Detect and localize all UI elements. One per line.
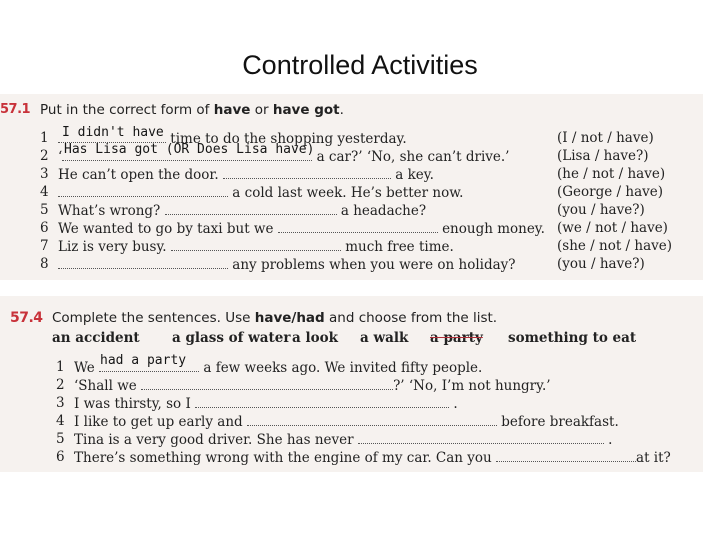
item-text: ‘ — [58, 149, 63, 165]
exercise-instruction: Complete the sentences. Use have/had and choose from the list. — [52, 310, 498, 326]
item-text: We — [74, 360, 95, 376]
item-text: Liz is very busy. — [58, 239, 167, 255]
item-text: a few weeks ago. We invited fifty people. — [203, 360, 483, 376]
item-text: before breakfast. — [501, 414, 619, 430]
answer-blank[interactable] — [195, 395, 449, 408]
item-text: much free time. — [345, 239, 454, 255]
exercise-number: 57.4 — [10, 310, 43, 326]
item-hint: (George / have) — [557, 184, 664, 200]
exercise-item — [56, 353, 696, 377]
exercise-item — [56, 449, 696, 467]
choice-item: a look — [292, 330, 338, 346]
item-text: What’s wrong? — [58, 203, 161, 219]
handwritten-answer: I didn't have — [62, 125, 164, 140]
answer-blank[interactable] — [171, 238, 341, 251]
item-number: 1 — [40, 130, 49, 146]
item-number: 8 — [40, 256, 49, 272]
item-number: 4 — [40, 184, 49, 200]
item-number: 5 — [56, 431, 65, 447]
item-number: 3 — [56, 395, 65, 411]
item-number: 4 — [56, 413, 65, 429]
answer-blank[interactable] — [496, 449, 636, 462]
exercise-item — [56, 413, 696, 431]
choice-item: an accident — [52, 330, 140, 346]
item-hint: (he / not / have) — [557, 166, 666, 182]
item-text: a car?’ ‘No, she can’t drive.’ — [316, 149, 510, 165]
item-hint: (Lisa / have?) — [557, 148, 649, 164]
item-text: He can’t open the door. — [58, 167, 219, 183]
choice-item: a glass of water — [172, 330, 291, 346]
exercise-57-4-scan — [0, 296, 703, 472]
exercise-item — [40, 220, 700, 238]
item-text: Tina is a very good driver. She has never — [74, 432, 354, 448]
item-text: a cold last week. He’s better now. — [232, 185, 464, 201]
exercise-item — [40, 142, 700, 166]
exercise-item — [40, 238, 700, 256]
exercise-item — [40, 256, 700, 274]
item-hint: (we / not / have) — [557, 220, 668, 236]
item-text: at it? — [636, 450, 671, 466]
exercise-item — [56, 377, 696, 395]
item-text: There’s something wrong with the engine of my car. Can you — [74, 450, 492, 466]
item-text: time to do the shopping yesterday. — [170, 131, 407, 147]
exercise-item — [40, 202, 700, 220]
item-text: enough money. — [442, 221, 545, 237]
answer-blank[interactable] — [278, 220, 438, 233]
exercise-item — [40, 184, 700, 202]
item-number: 6 — [56, 449, 65, 465]
item-hint: (she / not / have) — [557, 238, 673, 254]
answer-blank[interactable] — [247, 413, 497, 426]
handwritten-answer: had a party — [100, 353, 187, 368]
answer-blank[interactable] — [58, 256, 228, 269]
item-text: ‘Shall we — [74, 378, 137, 394]
item-hint: (you / have?) — [557, 202, 645, 218]
exercise-number: 57.1 — [0, 102, 31, 117]
exercise-item — [56, 431, 696, 449]
item-text: ?’ ‘No, I’m not hungry.’ — [393, 378, 551, 394]
slide-title: Controlled Activities — [242, 50, 478, 80]
answer-blank[interactable] — [58, 184, 228, 197]
item-number: 2 — [56, 377, 65, 393]
answer-blank[interactable] — [141, 377, 393, 390]
answer-blank[interactable] — [358, 431, 604, 444]
item-number: 6 — [40, 220, 49, 236]
exercise-item — [56, 395, 696, 413]
handwritten-answer: Has Lisa got (OR Does Lisa have) — [64, 142, 315, 157]
item-number: 2 — [40, 148, 49, 164]
choice-item: a walk — [360, 330, 409, 346]
item-text: a key. — [395, 167, 434, 183]
exercise-item — [40, 166, 700, 184]
answer-blank[interactable] — [223, 166, 391, 179]
item-text: any problems when you were on holiday? — [232, 257, 516, 273]
item-text: a headache? — [340, 203, 427, 219]
choice-item-used: a party — [430, 330, 483, 346]
item-text: We wanted to go by taxi but we — [58, 221, 274, 237]
item-number: 7 — [40, 238, 49, 254]
choice-item: something to eat — [508, 330, 637, 346]
answer-blank[interactable] — [165, 202, 337, 215]
item-text: . — [608, 432, 613, 448]
exercise-57-1-scan — [0, 94, 703, 280]
item-number: 5 — [40, 202, 49, 218]
item-hint: (I / not / have) — [557, 130, 654, 146]
item-hint: (you / have?) — [557, 256, 645, 272]
item-text: . — [453, 396, 458, 412]
item-text: I was thirsty, so I — [74, 396, 191, 412]
item-text: I like to get up early and — [74, 414, 243, 430]
item-number: 3 — [40, 166, 49, 182]
item-number: 1 — [56, 359, 65, 375]
exercise-instruction: Put in the correct form of have or have got. — [40, 102, 344, 118]
